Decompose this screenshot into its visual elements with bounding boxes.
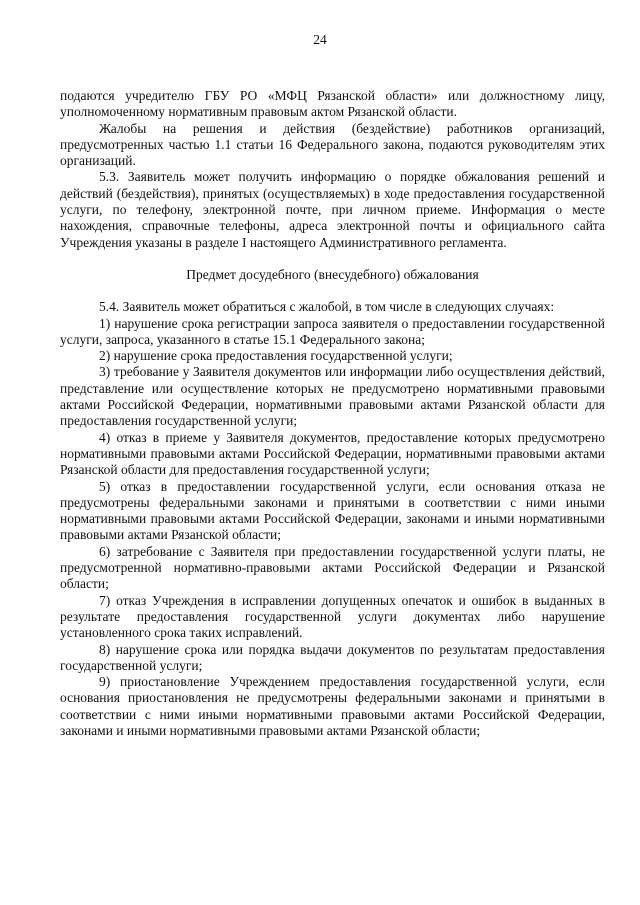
document-body [60, 88, 605, 739]
list-item: 5) отказ в предоставлении государственной услуги, если основания отказа не предусмотрены федеральными законами и принятыми в соответствии с ними иными нормативными правовыми актами Российской Федерации, законами и иными нормативными правовыми актами Рязанской области; [60, 478, 605, 543]
list-item: 2) нарушение срока предоставления государственной услуги; [99, 348, 453, 364]
list-item: 1) нарушение срока регистрации запроса заявителя о предоставлении государственной услуги, запроса, указанного в статье 15.1 Федерального закона; [60, 315, 605, 347]
paragraph-continuation: подаются учредителю ГБУ РО «МФЦ Рязанской области» или должностному лицу, уполномоченному нормативным правовым актом Рязанской области. [60, 88, 605, 120]
page-number: 24 [313, 32, 327, 47]
bottom-paragraphs [60, 299, 605, 739]
list-item: 3) требование у Заявителя документов или информации либо осуществления действий, представление или осуществление которых не предусмотрено нормативными правовыми актами Российской Федерации, нормативными правовыми актами Рязанской области для предоставления государственной услуги; [60, 364, 605, 429]
list-item: 8) нарушение срока или порядка выдачи документов по результатам предоставления государственной услуги; [60, 641, 605, 673]
list-item: 9) приостановление Учреждением предоставления государственной услуги, если основания приостановления не предусмотрены федеральными законами и принятыми в соответствии с ними иными нормативными правовыми актами Российской Федерации, законами и иными нормативными правовыми актами Рязанской области; [60, 674, 605, 738]
section-heading: Предмет досудебного (внесудебного) обжалования [186, 266, 479, 282]
list-item: 4) отказ в приеме у Заявителя документов, предоставление которых предусмотрено нормативными правовыми актами Российской Федерации, нормативными правовыми актами Рязанской области для предоставления государственной услуги; [60, 429, 605, 478]
paragraph-5-4: 5.4. Заявитель может обратиться с жалобой, в том числе в следующих случаях: [99, 299, 555, 315]
list-item: 7) отказ Учреждения в исправлении допущенных опечаток и ошибок в выданных в результате предоставления государственной услуги документах либо нарушение установленного срока таких исправлений. [60, 592, 605, 641]
paragraph-complaints-organizations: Жалобы на решения и действия (бездействие) работников организаций, предусмотренных частью 1.1 статьи 16 Федерального закона, подаются руководителям этих организаций. [60, 120, 605, 169]
paragraph-5-3: 5.3. Заявитель может получить информацию о порядке обжалования решений и действий (бездействия), принятых (осуществляемых) в ходе предоставления государственной услуги, по телефону, электронной почте, при личном приеме. Информация о месте нахождения, справочные телефоны, адреса электронной почты и официального сайта Учреждения указаны в разделе I настоящего Административного регламента. [60, 169, 605, 250]
top-paragraphs [60, 88, 605, 251]
list-item: 6) затребование с Заявителя при предоставлении государственной услуги платы, не предусмотренной нормативно-правовыми актами Российской Федерации и Рязанской области; [60, 543, 605, 592]
